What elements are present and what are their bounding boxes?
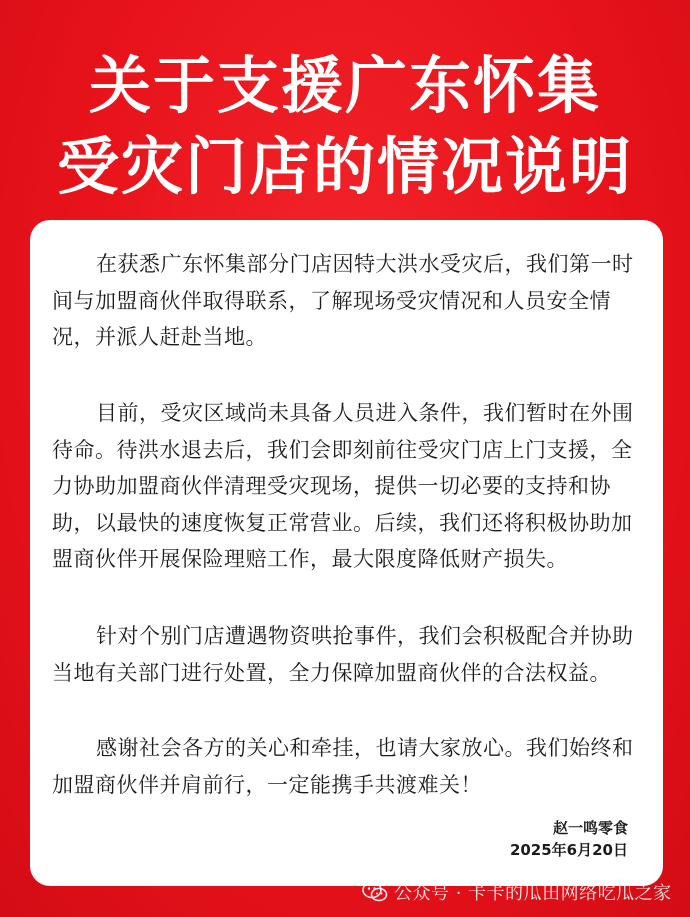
signature-name: 赵一鸣零食 bbox=[552, 819, 628, 837]
title-line-1: 关于支援广东怀集 bbox=[88, 49, 601, 122]
wechat-icon bbox=[362, 881, 388, 903]
title-line-2: 受灾门店的情况说明 bbox=[56, 130, 633, 203]
watermark bbox=[362, 877, 672, 907]
paragraph-2: 目前，受灾区域尚未具备人员进入条件，我们暂时在外围待命。待洪水退去后，我们会即刻前往受灾门店上门支援，全力协助加盟商伙伴清理受灾现场，提供一切必要的支持和协助，以最快的速度恢复正常营业。后续，我们还将积极协助加盟商伙伴开展保险理赔工作，最大限度降低财产损失。 bbox=[52, 401, 634, 571]
paragraph-4: 感谢社会各方的关心和牵挂，也请大家放心。我们始终和加盟商伙伴并肩前行，一定能携手共渡难关！ bbox=[52, 736, 634, 797]
paragraph-3: 针对个别门店遭遇物资哄抢事件，我们会积极配合并协助当地有关部门进行处置，全力保障加盟商伙伴的合法权益。 bbox=[52, 624, 634, 685]
paragraph-1: 在获悉广东怀集部分门店因特大洪水受灾后，我们第一时间与加盟商伙伴取得联系，了解现场受灾情况和人员安全情况，并派人赶赴当地。 bbox=[52, 252, 634, 349]
signature-date: 2025年6月20日 bbox=[509, 841, 628, 859]
watermark-text: 公众号 · 卡卡的瓜田网络吃瓜之家 bbox=[394, 883, 672, 904]
